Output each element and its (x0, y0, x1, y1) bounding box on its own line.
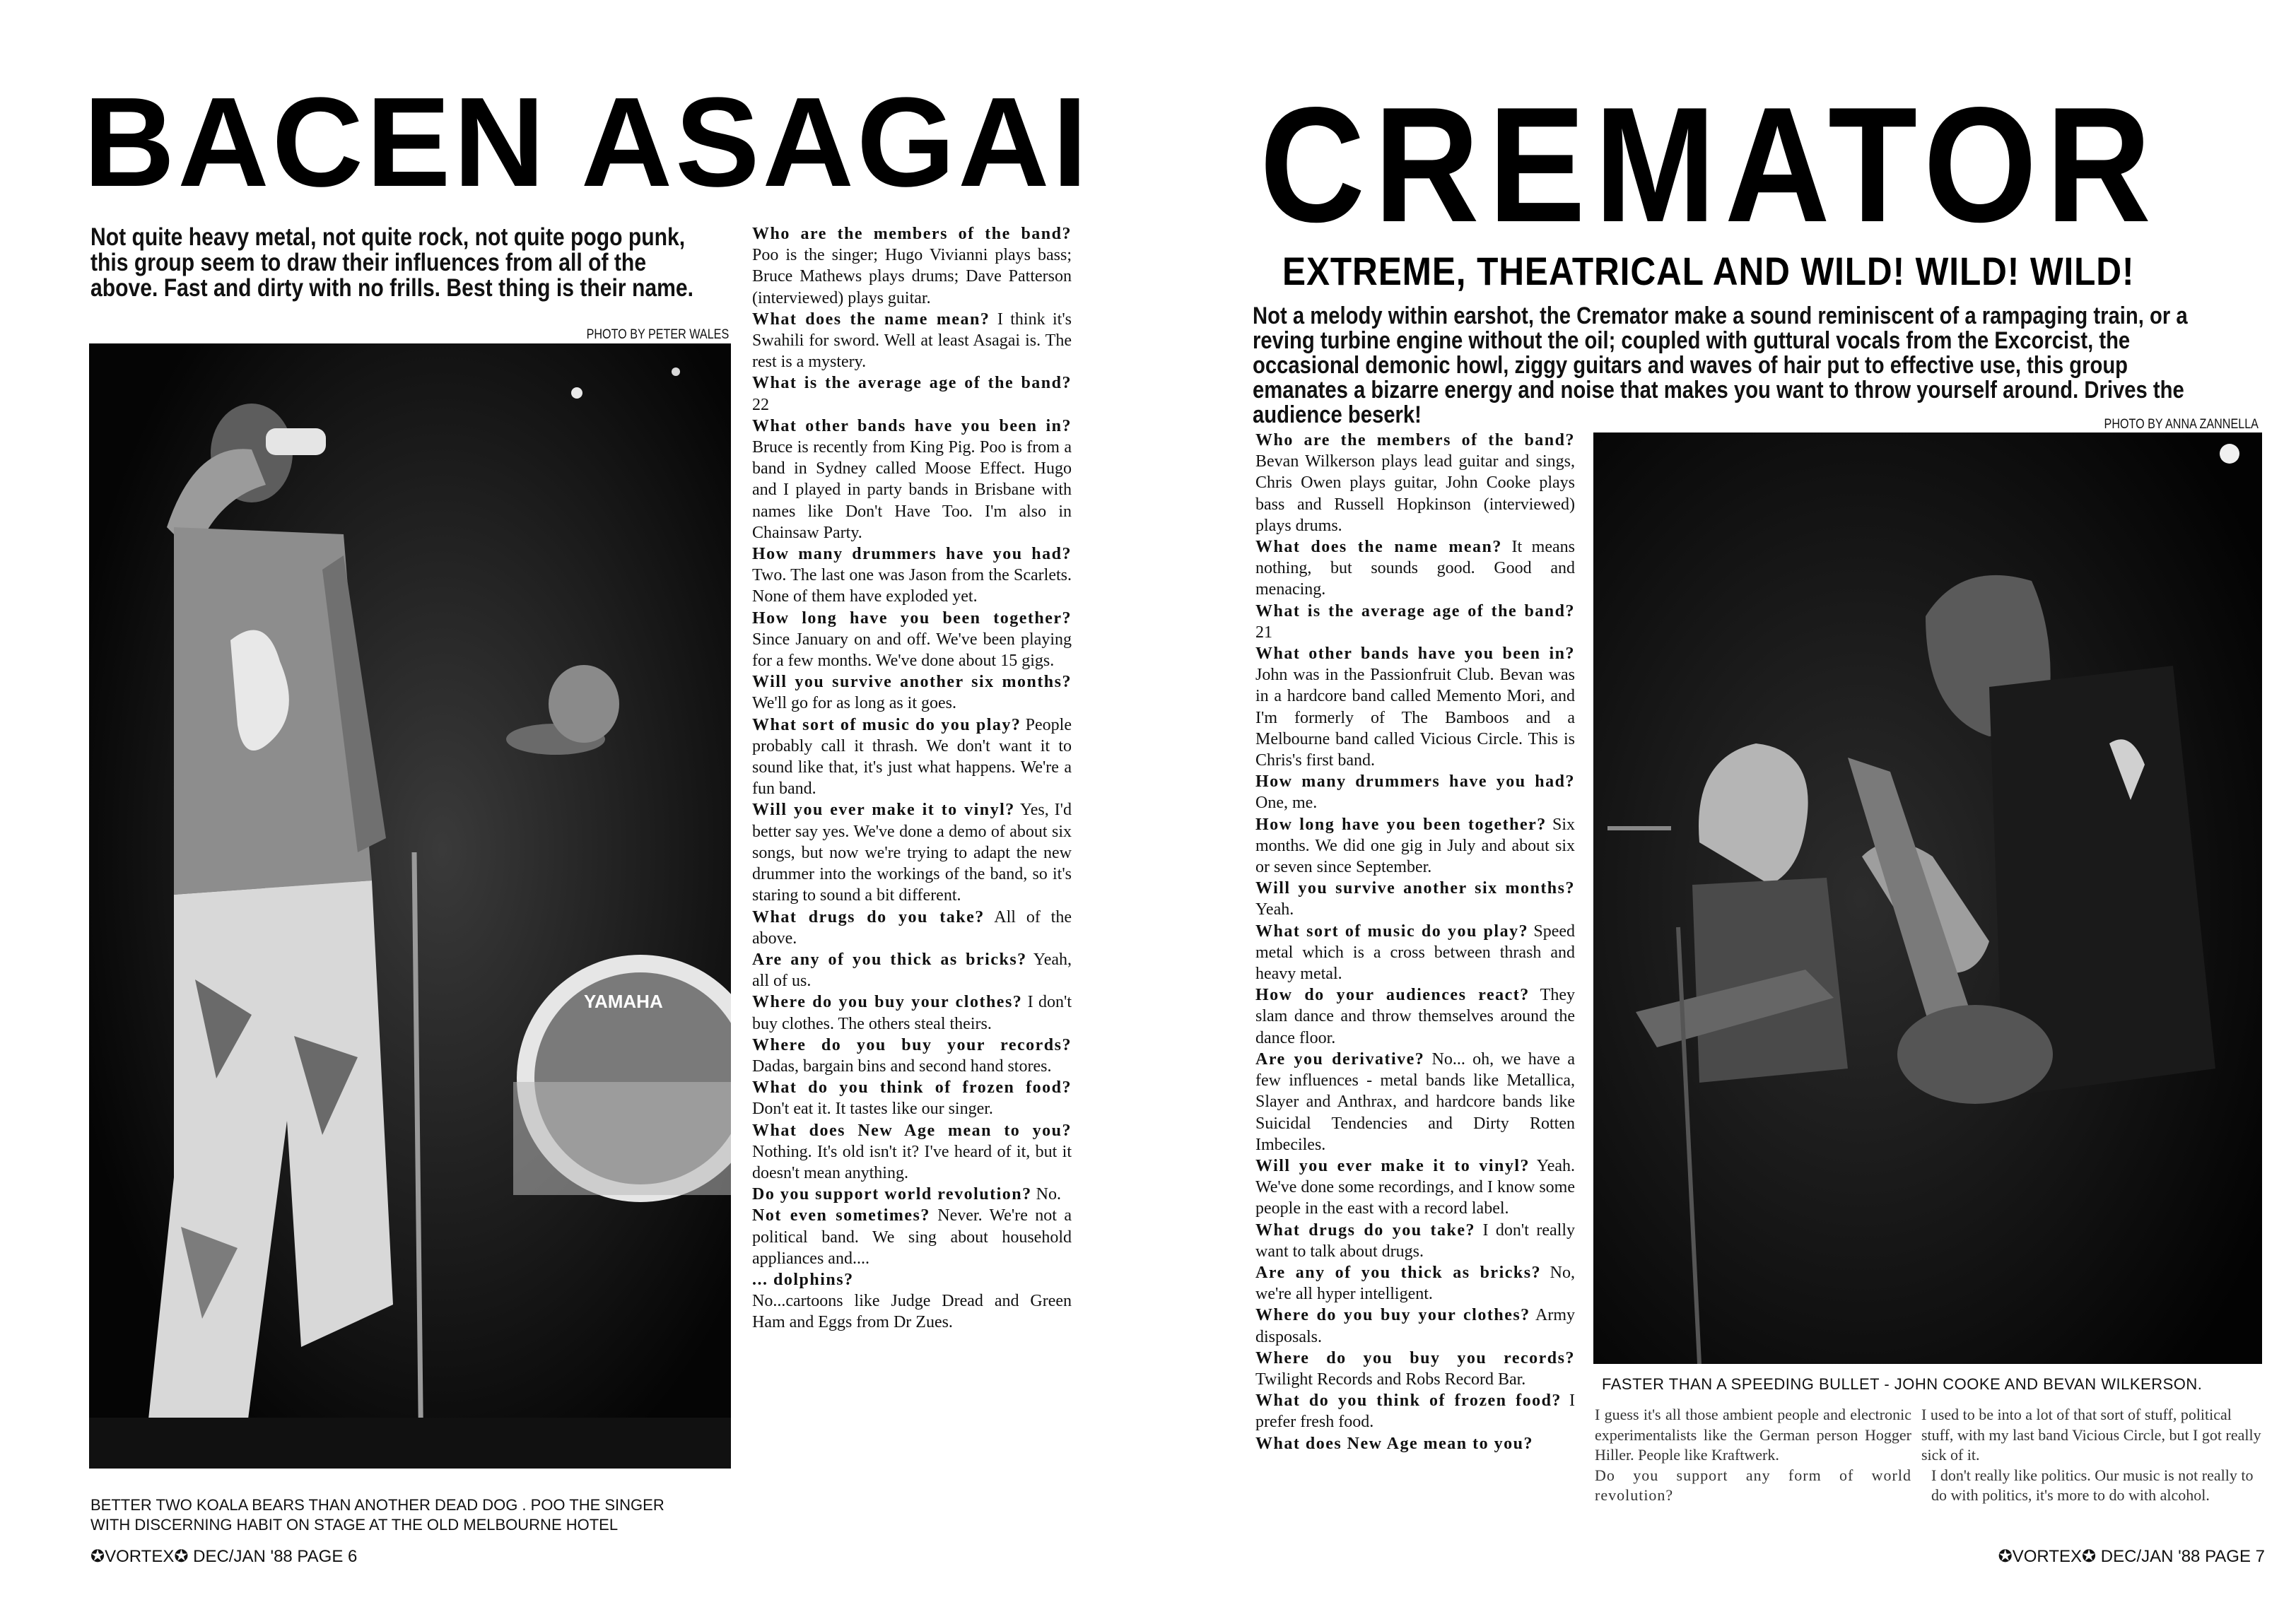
qa-item (752, 223, 1072, 309)
question-text: What do you think of frozen food? (752, 1078, 1072, 1098)
qa-item (752, 309, 1072, 373)
page-footer: ✪VORTEX✪ DEC/JAN '88 PAGE 6 (90, 1547, 358, 1566)
intro-text: Not quite heavy metal, not quite rock, not quite pogo punk, this group seem to draw their influences from all of the above. Fast and dirty with no frills. Best thing is their name. (90, 223, 693, 302)
answer-text: Don't eat it. It tastes like our singer. (752, 1100, 993, 1119)
answer-text: I guess it's all those ambient people and electronic experimentalists like the German person Hogger Hiller. People like Kraftwerk. (1595, 1406, 1911, 1464)
guitar-body (1897, 1005, 2053, 1104)
qa-item (752, 416, 1072, 543)
qa-item (752, 671, 1072, 714)
drink-can (266, 428, 326, 455)
qa-item (1255, 430, 1575, 536)
interview-column (1255, 430, 1575, 1454)
question-text: How long have you been together? (752, 608, 1072, 628)
drum-brand: YAMAHA (584, 991, 663, 1012)
qa-item (752, 714, 1072, 800)
page-title: BACEN ASAGAI (83, 71, 1091, 213)
question-text: What does New Age mean to you? (1255, 1434, 1533, 1453)
question-text: Where do you buy your clothes? (752, 993, 1023, 1012)
qa-item (752, 949, 1072, 992)
drummer (549, 665, 619, 743)
qa-item (752, 799, 1072, 906)
qa-item (1255, 878, 1575, 920)
band-photo (89, 343, 731, 1469)
answer-text: Bevan Wilkerson plays lead guitar and sings, Chris Owen plays guitar, John Cooke plays bass and Russell Hopkinson (interviewed) plays drums. (1255, 452, 1575, 535)
answer-text: I prefer fresh food. (1255, 1391, 1575, 1432)
answer-text: We'll go for as long as it goes. (752, 694, 957, 713)
answer-text: Twilight Records and Robs Record Bar. (1255, 1370, 1526, 1389)
photo-credit: PHOTO BY PETER WALES (586, 327, 729, 342)
stage-light (2220, 444, 2239, 464)
answer-text: Never. We're not a political band. We sing about household appliances and.... (752, 1206, 1072, 1268)
question-text: How many drummers have you had? (752, 545, 1072, 564)
caption-line: BETTER TWO KOALA BEARS THAN ANOTHER DEAD DOG . POO THE SINGER (90, 1496, 664, 1514)
answer-text: Yeah. (1255, 900, 1294, 919)
answer-text: I don't really want to talk about drugs. (1255, 1220, 1576, 1261)
question-text: Do you support any form of world revolution? (1595, 1466, 1911, 1504)
qa-item (752, 372, 1072, 415)
question-text: What other bands have you been in? (1255, 645, 1575, 664)
question-text: Will you survive another six months? (752, 673, 1072, 692)
answer-text: Dadas, bargain bins and second hand stores. (752, 1057, 1052, 1076)
qa-item (752, 1077, 1072, 1119)
page-footer: ✪VORTEX✪ DEC/JAN '88 PAGE 7 (1998, 1547, 2265, 1566)
right-page (1148, 0, 2296, 1624)
qa-item (1255, 1155, 1575, 1220)
answer-text: Yeah, all of us. (752, 950, 1072, 991)
qa-item (1255, 1348, 1575, 1390)
answer-text: No...cartoons like Judge Dread and Green Ham and Eggs from Dr Zues. (752, 1292, 1072, 1332)
question-text: What does the name mean? (752, 310, 990, 329)
guitarists-illustration (1593, 433, 2262, 1364)
qa-item (1255, 771, 1575, 813)
answer-text: Yes, I'd better say yes. We've done a demo of about six songs, but now we're trying to adapt the new drummer into the workings of the band, so it's staring to sound a bit different. (752, 801, 1072, 905)
question-text: What sort of music do you play? (1255, 922, 1529, 941)
qa-item (1255, 1433, 1575, 1454)
photo-caption (90, 1495, 797, 1535)
qa-item (1255, 1390, 1575, 1432)
answer-text: Speed metal which is a cross between thrash and heavy metal. (1255, 922, 1576, 984)
singer-drummer-illustration (89, 343, 731, 1469)
question-text: What is the average age of the band? (1255, 601, 1575, 620)
answer-text: Two. The last one was Jason from the Scarlets. None of them have exploded yet. (752, 566, 1072, 606)
qa-item (752, 1269, 1072, 1290)
question-text: What sort of music do you play? (752, 715, 1021, 734)
photo-credit: PHOTO BY ANNA ZANNELLA (2104, 417, 2259, 432)
question-text: Are any of you thick as bricks? (752, 950, 1027, 969)
answer-text: I used to be into a lot of that sort of stuff, political stuff, with my last band Vicious Circle, but I got really sick of it. (1921, 1406, 2261, 1464)
interview-column (752, 223, 1072, 1334)
answer-text: No. (1031, 1185, 1061, 1204)
qa-item (1255, 1049, 1575, 1155)
question-text: What drugs do you take? (1255, 1220, 1476, 1240)
question-text: What is the average age of the band? (752, 374, 1072, 393)
stage-light (571, 387, 582, 399)
answer-text: Since January on and off. We've been playing for a few months. We've done about 15 gigs. (752, 630, 1072, 671)
qa-item (1255, 643, 1575, 771)
qa-item (1255, 814, 1575, 878)
interview-continued (1595, 1405, 1911, 1506)
qa-item (752, 907, 1072, 949)
question-text: Are any of you thick as bricks? (1255, 1263, 1542, 1282)
question-text: Will you survive another six months? (1255, 879, 1575, 898)
intro-text: Not a melody within earshot, the Cremator make a sound reminiscent of a rampaging train, or a reving turbine engine without the oil; coupled with guttural vocals from the Excorcist, the occasional demonic howl, ziggy guitars and waves of hair put to effective use, this group emanates a bizarre energy and noise that makes you want to throw yourself around. Drives the audience beserk! (1253, 302, 2188, 428)
answer-text: Bruce is recently from King Pig. Poo is from a band in Sydney called Moose Effect. Hugo and I played in party bands in Brisbane with names like Don't Have Too. I'm also in Chainsaw Party. (752, 438, 1072, 542)
qa-item (1255, 601, 1575, 643)
qa-item (752, 608, 1072, 672)
qa-item (752, 1120, 1072, 1184)
question-text: Are you derivative? (1255, 1049, 1425, 1069)
answer-text: Six months. We did one gig in July and about six or seven since September. (1255, 815, 1576, 877)
question-text: What does the name mean? (1255, 538, 1502, 557)
question-text: Where do you buy you records? (1255, 1348, 1575, 1367)
answer-text: People probably call it thrash. We don't want it to sound like that, it's just what happens. We're a fun band. (752, 715, 1072, 799)
question-text: How do your audiences react? (1255, 986, 1530, 1005)
answer-text: One, me. (1255, 794, 1318, 813)
qa-item (1255, 921, 1575, 985)
question-text: Where do you buy your clothes? (1255, 1306, 1530, 1325)
answer-text: John was in the Passionfruit Club. Bevan was in a hardcore band called Memento Mori, and I'm formerly of The Bamboos and a Melbourne band called Vicious Circle. This is Chris's first band. (1255, 666, 1575, 770)
question-text: Who are the members of the band? (752, 225, 1072, 243)
question-text: What drugs do you take? (752, 907, 985, 926)
question-text: How long have you been together? (1255, 815, 1547, 834)
qa-item (1255, 984, 1575, 1049)
photo-caption: FASTER THAN A SPEEDING BULLET - JOHN COOKE AND BEVAN WILKERSON. (1602, 1375, 2203, 1393)
qa-item (752, 1205, 1072, 1269)
qa-item (1255, 1220, 1575, 1262)
answer-text: 22 (752, 395, 769, 414)
answer-text: No... oh, we have a few influences - metal bands like Metallica, Slayer and Anthrax, and hardcore bands like Suicidal Tendencies and Dirty Rotten Imbeciles. (1255, 1049, 1575, 1154)
question-text: Not even sometimes? (752, 1206, 930, 1225)
answer-text: I don't buy clothes. The others steal theirs. (752, 993, 1072, 1033)
question-text: Where do you buy your records? (752, 1035, 1072, 1054)
question-text: Do you support world revolution? (752, 1185, 1032, 1204)
caption-line: WITH DISCERNING HABIT ON STAGE AT THE OLD MELBOURNE HOTEL (90, 1516, 619, 1534)
answer-text: Army disposals. (1255, 1306, 1575, 1346)
qa-item (752, 992, 1072, 1034)
answer-text: It means nothing, but sounds good. Good and menacing. (1255, 538, 1575, 599)
question-text: What other bands have you been in? (752, 416, 1072, 435)
interview-continued (1921, 1405, 2266, 1506)
answer-text: Nothing. It's old isn't it? I've heard of it, but it doesn't mean anything. (752, 1142, 1072, 1182)
qa-item (752, 543, 1072, 608)
qa-item (1255, 536, 1575, 601)
qa-item (752, 1290, 1072, 1333)
question-text: Will you ever make it to vinyl? (1255, 1156, 1530, 1175)
answer-text: I don't really like politics. Our music is not really to do with politics, it's more to do with alcohol. (1931, 1466, 2254, 1504)
answer-text: All of the above. (752, 907, 1072, 948)
answer-text: No, we're all hyper intelligent. (1255, 1263, 1575, 1304)
qa-item (1255, 1305, 1575, 1347)
band-photo (1593, 433, 2262, 1364)
qa-item (1255, 1262, 1575, 1305)
question-text: How many drummers have you had? (1255, 772, 1575, 792)
answer-text: 21 (1255, 623, 1272, 642)
question-text: What do you think of frozen food? (1255, 1391, 1562, 1411)
answer-text: They slam dance and throw themselves around the dance floor. (1255, 986, 1575, 1047)
page-subtitle: EXTREME, THEATRICAL AND WILD! WILD! WILD! (1282, 249, 2135, 293)
answer-text: Poo is the singer; Hugo Vivianni plays bass; Bruce Mathews plays drums; Dave Patterson (interviewed) plays guitar. (752, 246, 1072, 307)
answer-text: Yeah. We've done some recordings, and I know some people in the east with a record label. (1255, 1156, 1575, 1218)
question-text: ... dolphins? (752, 1270, 854, 1289)
stage-light (672, 367, 680, 376)
qa-item (752, 1035, 1072, 1077)
question-text: What does New Age mean to you? (752, 1121, 1072, 1140)
answer-text: I think it's Swahili for sword. Well at least Asagai is. The rest is a mystery. (752, 310, 1072, 372)
question-text: Who are the members of the band? (1255, 431, 1575, 449)
page-title: CREMATOR (1260, 73, 2160, 257)
question-text: Will you ever make it to vinyl? (752, 801, 1015, 820)
qa-item (752, 1184, 1072, 1205)
